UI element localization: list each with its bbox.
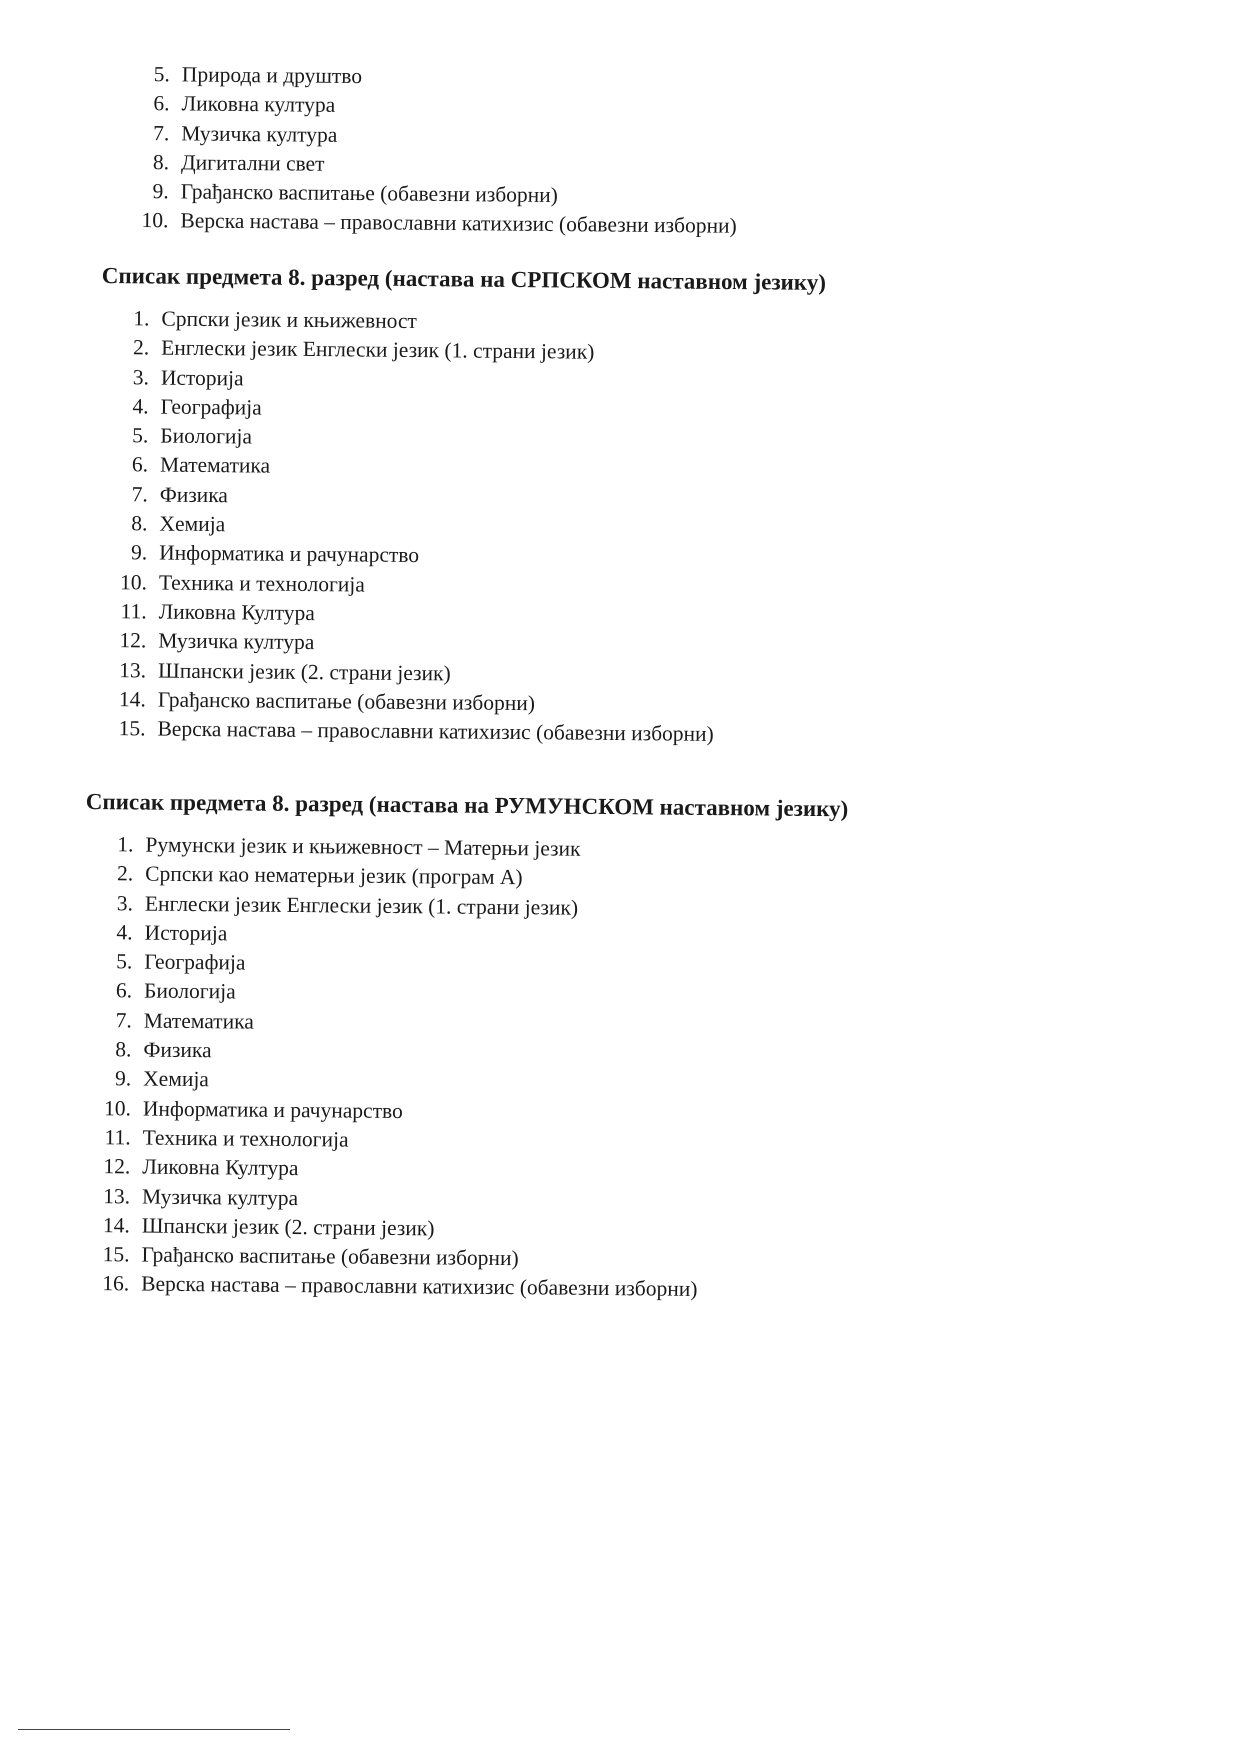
item-text: Физика (159, 482, 229, 508)
item-text: Верска настава – православни катихизис (обавезни изборни) (180, 208, 737, 239)
item-text: Математика (159, 453, 271, 479)
item-number: 2. (116, 861, 134, 886)
item-number: 1. (133, 306, 150, 331)
item-number: 4. (132, 394, 149, 419)
item-number: 4. (116, 920, 133, 945)
item-number: 3. (132, 364, 150, 390)
item-text: Музичка култура (158, 628, 315, 655)
item-text: Српски као нематерњи језик (програм А) (145, 861, 523, 890)
item-number: 11. (120, 599, 147, 624)
item-text: Математика (143, 1008, 254, 1034)
item-text: Информатика и рачунарство (142, 1096, 403, 1123)
item-number: 8. (115, 1037, 132, 1062)
item-text: Енглески језик Енглески језик (1. страни језик) (161, 335, 595, 365)
item-text: Музичка култура (181, 120, 338, 147)
item-number: 14. (102, 1213, 130, 1238)
item-number: 6. (153, 91, 170, 116)
item-text: Физика (143, 1037, 212, 1063)
item-text: Српски језик и књижевност (161, 306, 418, 334)
item-number: 9. (130, 540, 148, 565)
section-serbian-grade-8 (97, 262, 826, 750)
item-number: 7. (153, 120, 170, 145)
item-number: 8. (152, 150, 170, 175)
item-number: 11. (104, 1125, 131, 1150)
section-heading: Списак предмета 8. разред (настава на СРПСКОМ наставном језику) (101, 262, 827, 295)
item-number: 7. (131, 482, 148, 507)
item-number: 12. (103, 1154, 131, 1179)
item-text: Верска настава – православни катихизис (обавезни изборни) (157, 716, 714, 747)
item-text: Грађанско васпитање (обавезни изборни) (180, 179, 559, 208)
item-number: 14. (118, 687, 146, 712)
item-text: Хемија (159, 511, 226, 537)
item-text: Дигитални свет (180, 150, 325, 176)
item-text: Информатика и рачунарство (159, 540, 420, 568)
item-text: Хемија (143, 1066, 210, 1092)
item-number: 13. (119, 657, 147, 683)
item-text: Шпански језик (2. страни језик) (141, 1213, 435, 1241)
item-number: 1. (117, 832, 134, 857)
section-heading: Списак предмета 8. разред (настава на РУМУНСКОМ наставном језику) (85, 788, 849, 822)
item-number: 16. (102, 1271, 130, 1296)
item-text: Биологија (143, 979, 236, 1004)
item-text: Историја (160, 365, 244, 390)
item-text: Техника и технологија (158, 570, 365, 597)
item-number: 15. (102, 1242, 130, 1267)
item-number: 5. (153, 62, 170, 87)
item-text: Верска настава – православни катихизис (обавезни изборни) (141, 1272, 698, 1302)
item-text: Ликовна Култура (158, 599, 315, 626)
item-text: Грађанско васпитање (обавезни изборни) (141, 1242, 519, 1271)
item-number: 5. (132, 423, 149, 448)
item-text: Румунски језик и књижевност – Матерњи језик (145, 832, 581, 861)
subject-list-continued (138, 60, 738, 242)
subject-list (115, 304, 825, 750)
item-number: 10. (103, 1095, 132, 1121)
item-text: Биологија (160, 423, 253, 449)
item-text: Географија (160, 394, 262, 420)
item-text: Ликовна култура (181, 91, 336, 118)
item-number: 15. (118, 716, 146, 741)
item-number: 5. (116, 949, 133, 974)
list-item (99, 1270, 844, 1306)
item-text: Енглески језик Енглески језик (1. страни језик) (144, 891, 579, 920)
item-number: 13. (103, 1183, 131, 1209)
footnote-divider (18, 1729, 290, 1730)
subject-list (99, 830, 848, 1306)
item-text: Техника и технологија (142, 1125, 349, 1152)
section-romanian-grade-8 (81, 788, 848, 1306)
item-number: 3. (116, 890, 134, 916)
item-number: 7. (115, 1008, 132, 1033)
item-number: 8. (131, 511, 148, 536)
item-text: Ликовна Култура (142, 1154, 299, 1181)
item-number: 9. (152, 179, 169, 204)
list-item (115, 714, 821, 750)
item-text: Грађанско васпитање (обавезни изборни) (157, 687, 536, 716)
item-number: 9. (114, 1066, 132, 1091)
item-number: 2. (132, 335, 150, 360)
item-number: 10. (119, 569, 148, 595)
item-text: Историја (144, 920, 228, 946)
subject-list (138, 60, 738, 242)
item-text: Географија (144, 949, 246, 975)
item-number: 6. (115, 978, 133, 1003)
item-text: Музичка култура (141, 1184, 299, 1210)
item-number: 10. (141, 208, 169, 233)
item-number: 12. (119, 628, 147, 653)
item-text: Природа и друштво (181, 62, 363, 89)
list-item (138, 206, 737, 241)
item-number: 6. (131, 452, 149, 477)
item-text: Шпански језик (2. страни језик) (157, 658, 451, 685)
